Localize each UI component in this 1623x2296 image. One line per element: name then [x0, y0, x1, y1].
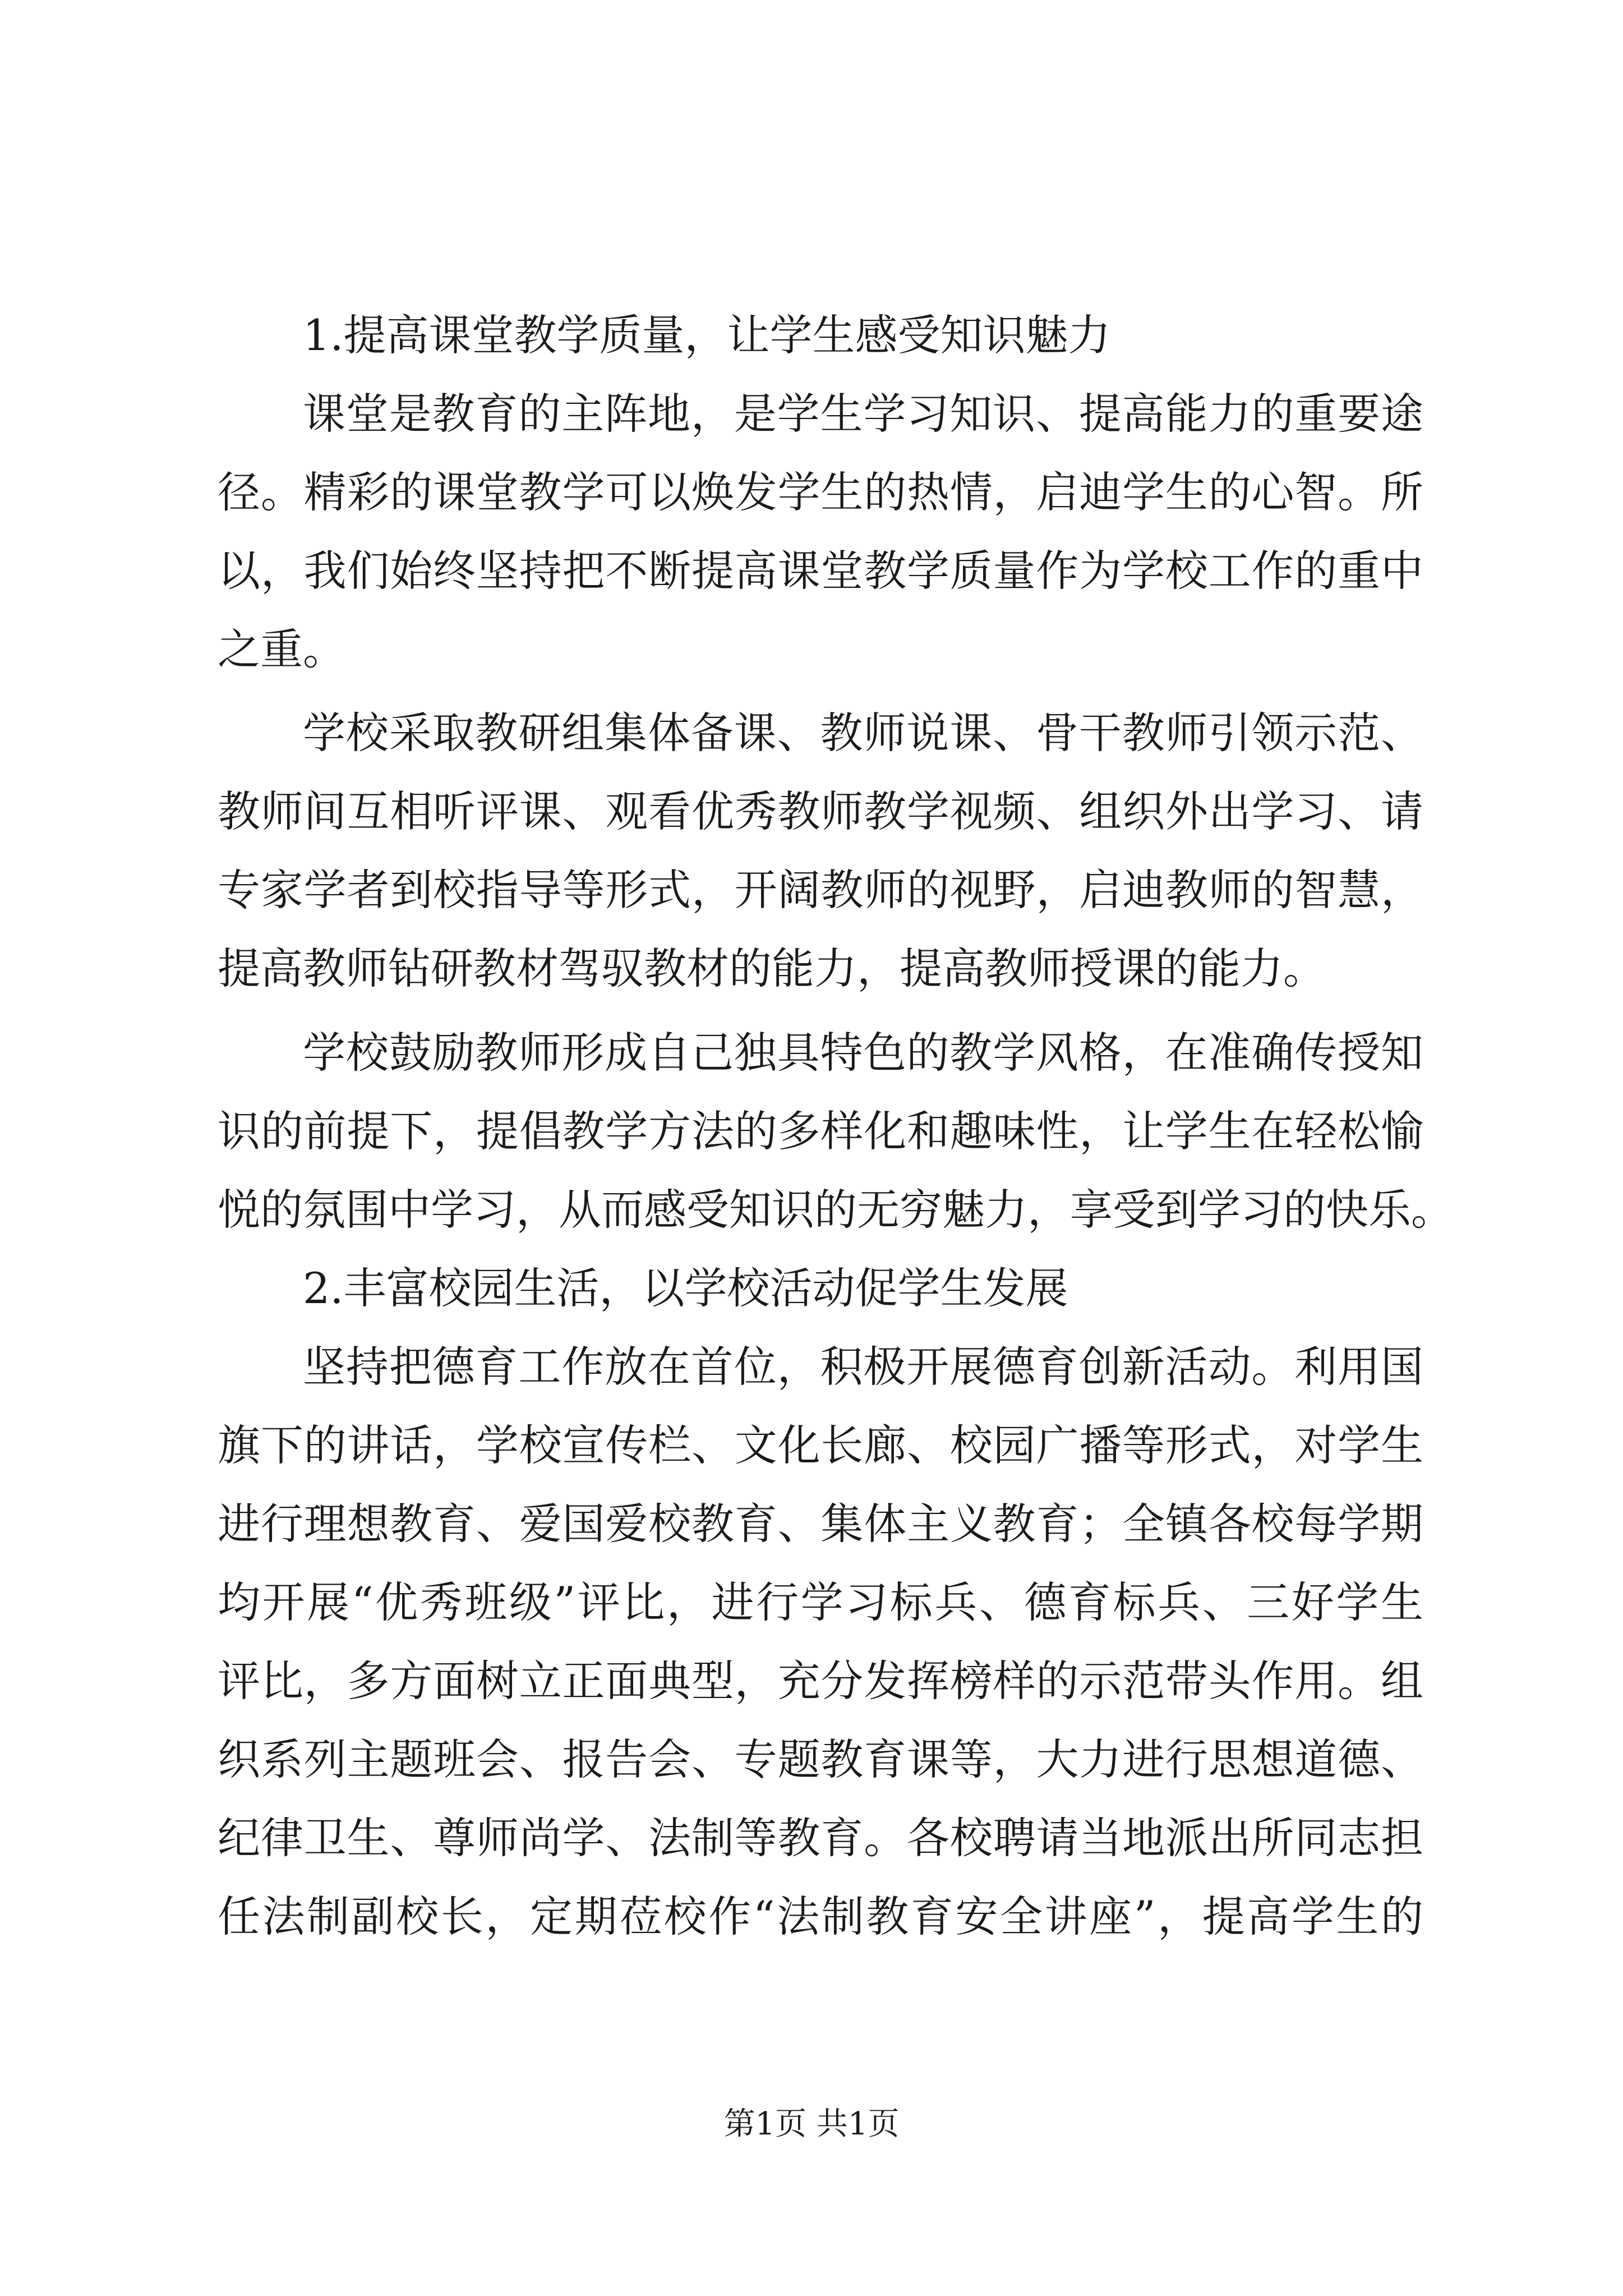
- section-heading-1: 1.提高课堂教学质量，让学生感受知识魅力: [303, 310, 1111, 360]
- paragraph-line: 坚持把德育工作放在首位，积极开展德育创新活动。利用国: [303, 1342, 1423, 1392]
- paragraph-line: 纪律卫生、尊师尚学、法制等教育。各校聘请当地派出所同志担: [218, 1813, 1423, 1863]
- paragraph-line: 学校采取教研组集体备课、教师说课、骨干教师引领示范、: [303, 708, 1423, 758]
- paragraph-line: 进行理想教育、爱国爱校教育、集体主义教育；全镇各校每学期: [218, 1499, 1423, 1549]
- section-heading-2: 2.丰富校园生活，以学校活动促学生发展: [303, 1263, 1068, 1313]
- paragraph-line: 以，我们始终坚持把不断提高课堂教学质量作为学校工作的重中: [218, 546, 1423, 596]
- paragraph-line: 识的前提下，提倡教学方法的多样化和趣味性，让学生在轻松愉: [218, 1106, 1423, 1156]
- paragraph-line: 学校鼓励教师形成自己独具特色的教学风格，在准确传授知: [303, 1028, 1423, 1078]
- paragraph-line: 均开展“优秀班级”评比，进行学习标兵、德育标兵、三好学生: [218, 1577, 1423, 1627]
- paragraph-line: 评比，多方面树立正面典型，充分发挥榜样的示范带头作用。组: [218, 1656, 1423, 1706]
- paragraph-line: 悦的氛围中学习，从而感受知识的无穷魅力，享受到学习的快乐。: [218, 1185, 1454, 1235]
- paragraph-line: 径。精彩的课堂教学可以焕发学生的热情，启迪学生的心智。所: [218, 467, 1423, 517]
- paragraph-line: 织系列主题班会、报告会、专题教育课等，大力进行思想道德、: [218, 1734, 1423, 1784]
- paragraph-line: 教师间互相听评课、观看优秀教师教学视频、组织外出学习、请: [218, 786, 1423, 836]
- page-footer: 第1页 共1页: [723, 2106, 900, 2142]
- paragraph-line: 课堂是教育的主阵地，是学生学习知识、提高能力的重要途: [303, 389, 1423, 439]
- paragraph-line: 之重。: [218, 624, 345, 674]
- paragraph-line: 提高教师钻研教材驾驭教材的能力，提高教师授课的能力。: [218, 944, 1326, 993]
- paragraph-line: 专家学者到校指导等形式，开阔教师的视野，启迪教师的智慧，: [218, 865, 1423, 915]
- paragraph-line: 旗下的讲话，学校宣传栏、文化长廊、校园广播等形式，对学生: [218, 1420, 1423, 1470]
- paragraph-line: 任法制副校长，定期莅校作“法制教育安全讲座”，提高学生的: [218, 1892, 1423, 1941]
